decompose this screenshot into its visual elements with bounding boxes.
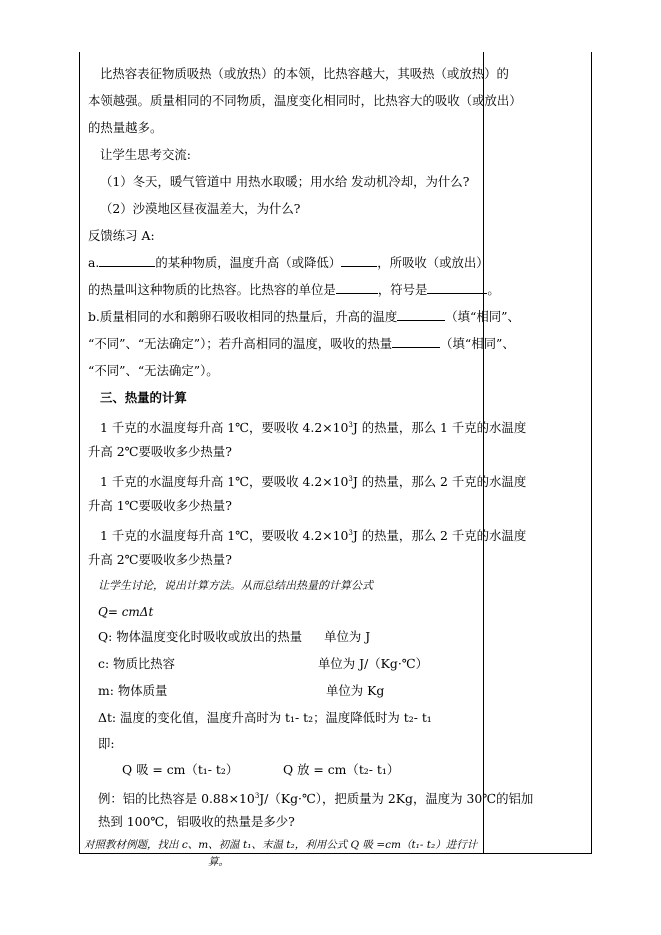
definition-q xyxy=(98,629,370,645)
exponent: 3 xyxy=(254,792,260,800)
blank-3[interactable] xyxy=(336,282,378,294)
problem-3-line: 升高 2℃要吸收多少热量? xyxy=(88,552,232,567)
example-line: 热到 100℃，铝吸收的热量是多少? xyxy=(98,814,295,829)
text: J 的热量，那么 2 千克的水温度 xyxy=(352,474,527,489)
definition-dt: Δt: 温度的变化值，温度升高时为 t₁- t₂；温度降低时为 t₂- t₁ xyxy=(98,710,432,725)
example-line xyxy=(98,788,533,807)
text: J 的热量，那么 2 千克的水温度 xyxy=(352,528,527,543)
column-divider xyxy=(483,52,484,853)
text: 1 千克的水温度每升高 1℃，要吸收 4.2×10 xyxy=(100,528,349,543)
text: c: 物质比热容 xyxy=(98,656,176,671)
blank-5[interactable] xyxy=(397,309,445,321)
blank-6[interactable] xyxy=(392,336,440,348)
unit-text: 单位为 J/（Kg·℃） xyxy=(318,656,429,671)
text: Q: 物体温度变化时吸收或放出的热量 xyxy=(98,629,303,644)
problem-2-line xyxy=(100,471,526,490)
textbook-note: 对照教材例题，找出 c、m、初温 t₁、末温 t₂，利用公式 Q 吸 =cm（t₁- t₂）进行计 xyxy=(84,839,478,851)
paragraph-line: 的热量越多。 xyxy=(88,120,163,135)
text: ，符号是 xyxy=(377,282,428,297)
text: （填“相同”、 xyxy=(440,336,515,351)
text: 的某种物质，温度升高（或降低） xyxy=(155,255,342,270)
problem-1-line xyxy=(100,417,526,436)
text: 。 xyxy=(487,282,500,297)
unit-text: 单位为 Kg xyxy=(326,683,385,698)
text: m: 物体质量 xyxy=(98,683,168,698)
section-heading: 三、热量的计算 xyxy=(100,390,187,405)
formula-release: Q 放 = cm（t₂- t₁） xyxy=(283,762,400,777)
text: （填“相同”、 xyxy=(445,309,520,324)
exercise-b-line xyxy=(88,309,520,325)
question-1: （1）冬天，暖气管道中 用热水取暖；用水给 发动机冷却，为什么? xyxy=(100,174,470,189)
discussion-note: 让学生讨论，说出计算方法。从而总结出热量的计算公式 xyxy=(98,579,373,592)
exponent: 3 xyxy=(348,475,353,483)
paragraph-line: 本领越强。质量相同的不同物质，温度变化相同时，比热容大的吸收（或放出） xyxy=(88,93,522,108)
exercise-b-line: “不同”、“无法确定”）。 xyxy=(88,363,219,378)
question-2: （2）沙漠地区昼夜温差大，为什么? xyxy=(100,201,301,216)
blank-1[interactable] xyxy=(99,255,155,267)
blank-4[interactable] xyxy=(427,282,487,294)
exercise-a-line xyxy=(88,282,500,298)
formula-absorb: Q 吸 = cm（t₁- t₂） xyxy=(122,762,239,777)
text: J/（Kg·℃），把质量为 2Kg，温度为 30℃的铝加 xyxy=(259,791,534,806)
blank-2[interactable] xyxy=(341,255,377,267)
text: 1 千克的水温度每升高 1℃，要吸收 4.2×10 xyxy=(100,420,349,435)
namely-label: 即: xyxy=(98,736,115,751)
definition-c xyxy=(98,656,429,672)
paragraph-line: 让学生思考交流: xyxy=(100,147,191,162)
text: 1 千克的水温度每升高 1℃，要吸收 4.2×10 xyxy=(100,474,349,489)
problem-3-line xyxy=(100,525,526,544)
feedback-heading: 反馈练习 A: xyxy=(88,228,155,243)
paragraph-line: 比热容表征物质吸热（或放热）的本领，比热容越大，其吸热（或放热）的 xyxy=(100,66,509,81)
text: a. xyxy=(88,255,100,270)
textbook-note: 算。 xyxy=(208,856,229,868)
definition-m xyxy=(98,683,385,699)
text: “不同”、“无法确定”）；若升高相同的温度，吸收的热量 xyxy=(88,336,393,351)
exponent: 3 xyxy=(348,421,353,429)
text: 的热量叫这种物质的比热容。比热容的单位是 xyxy=(88,282,336,297)
formula: Q= cmΔt xyxy=(98,605,154,619)
text: b.质量相同的水和鹅卵石吸收相同的热量后，升高的温度 xyxy=(88,309,398,324)
text: J 的热量，那么 1 千克的水温度 xyxy=(352,420,527,435)
unit-text: 单位为 J xyxy=(324,629,371,644)
exponent: 3 xyxy=(348,529,353,537)
problem-1-line: 升高 2℃要吸收多少热量? xyxy=(88,444,232,459)
problem-2-line: 升高 1℃要吸收多少热量? xyxy=(88,498,232,513)
exercise-b-line xyxy=(88,336,515,352)
exercise-a-line xyxy=(88,255,489,271)
text: 例：铝的比热容是 0.88×10 xyxy=(98,791,255,806)
text: ，所吸收（或放出） xyxy=(377,255,489,270)
